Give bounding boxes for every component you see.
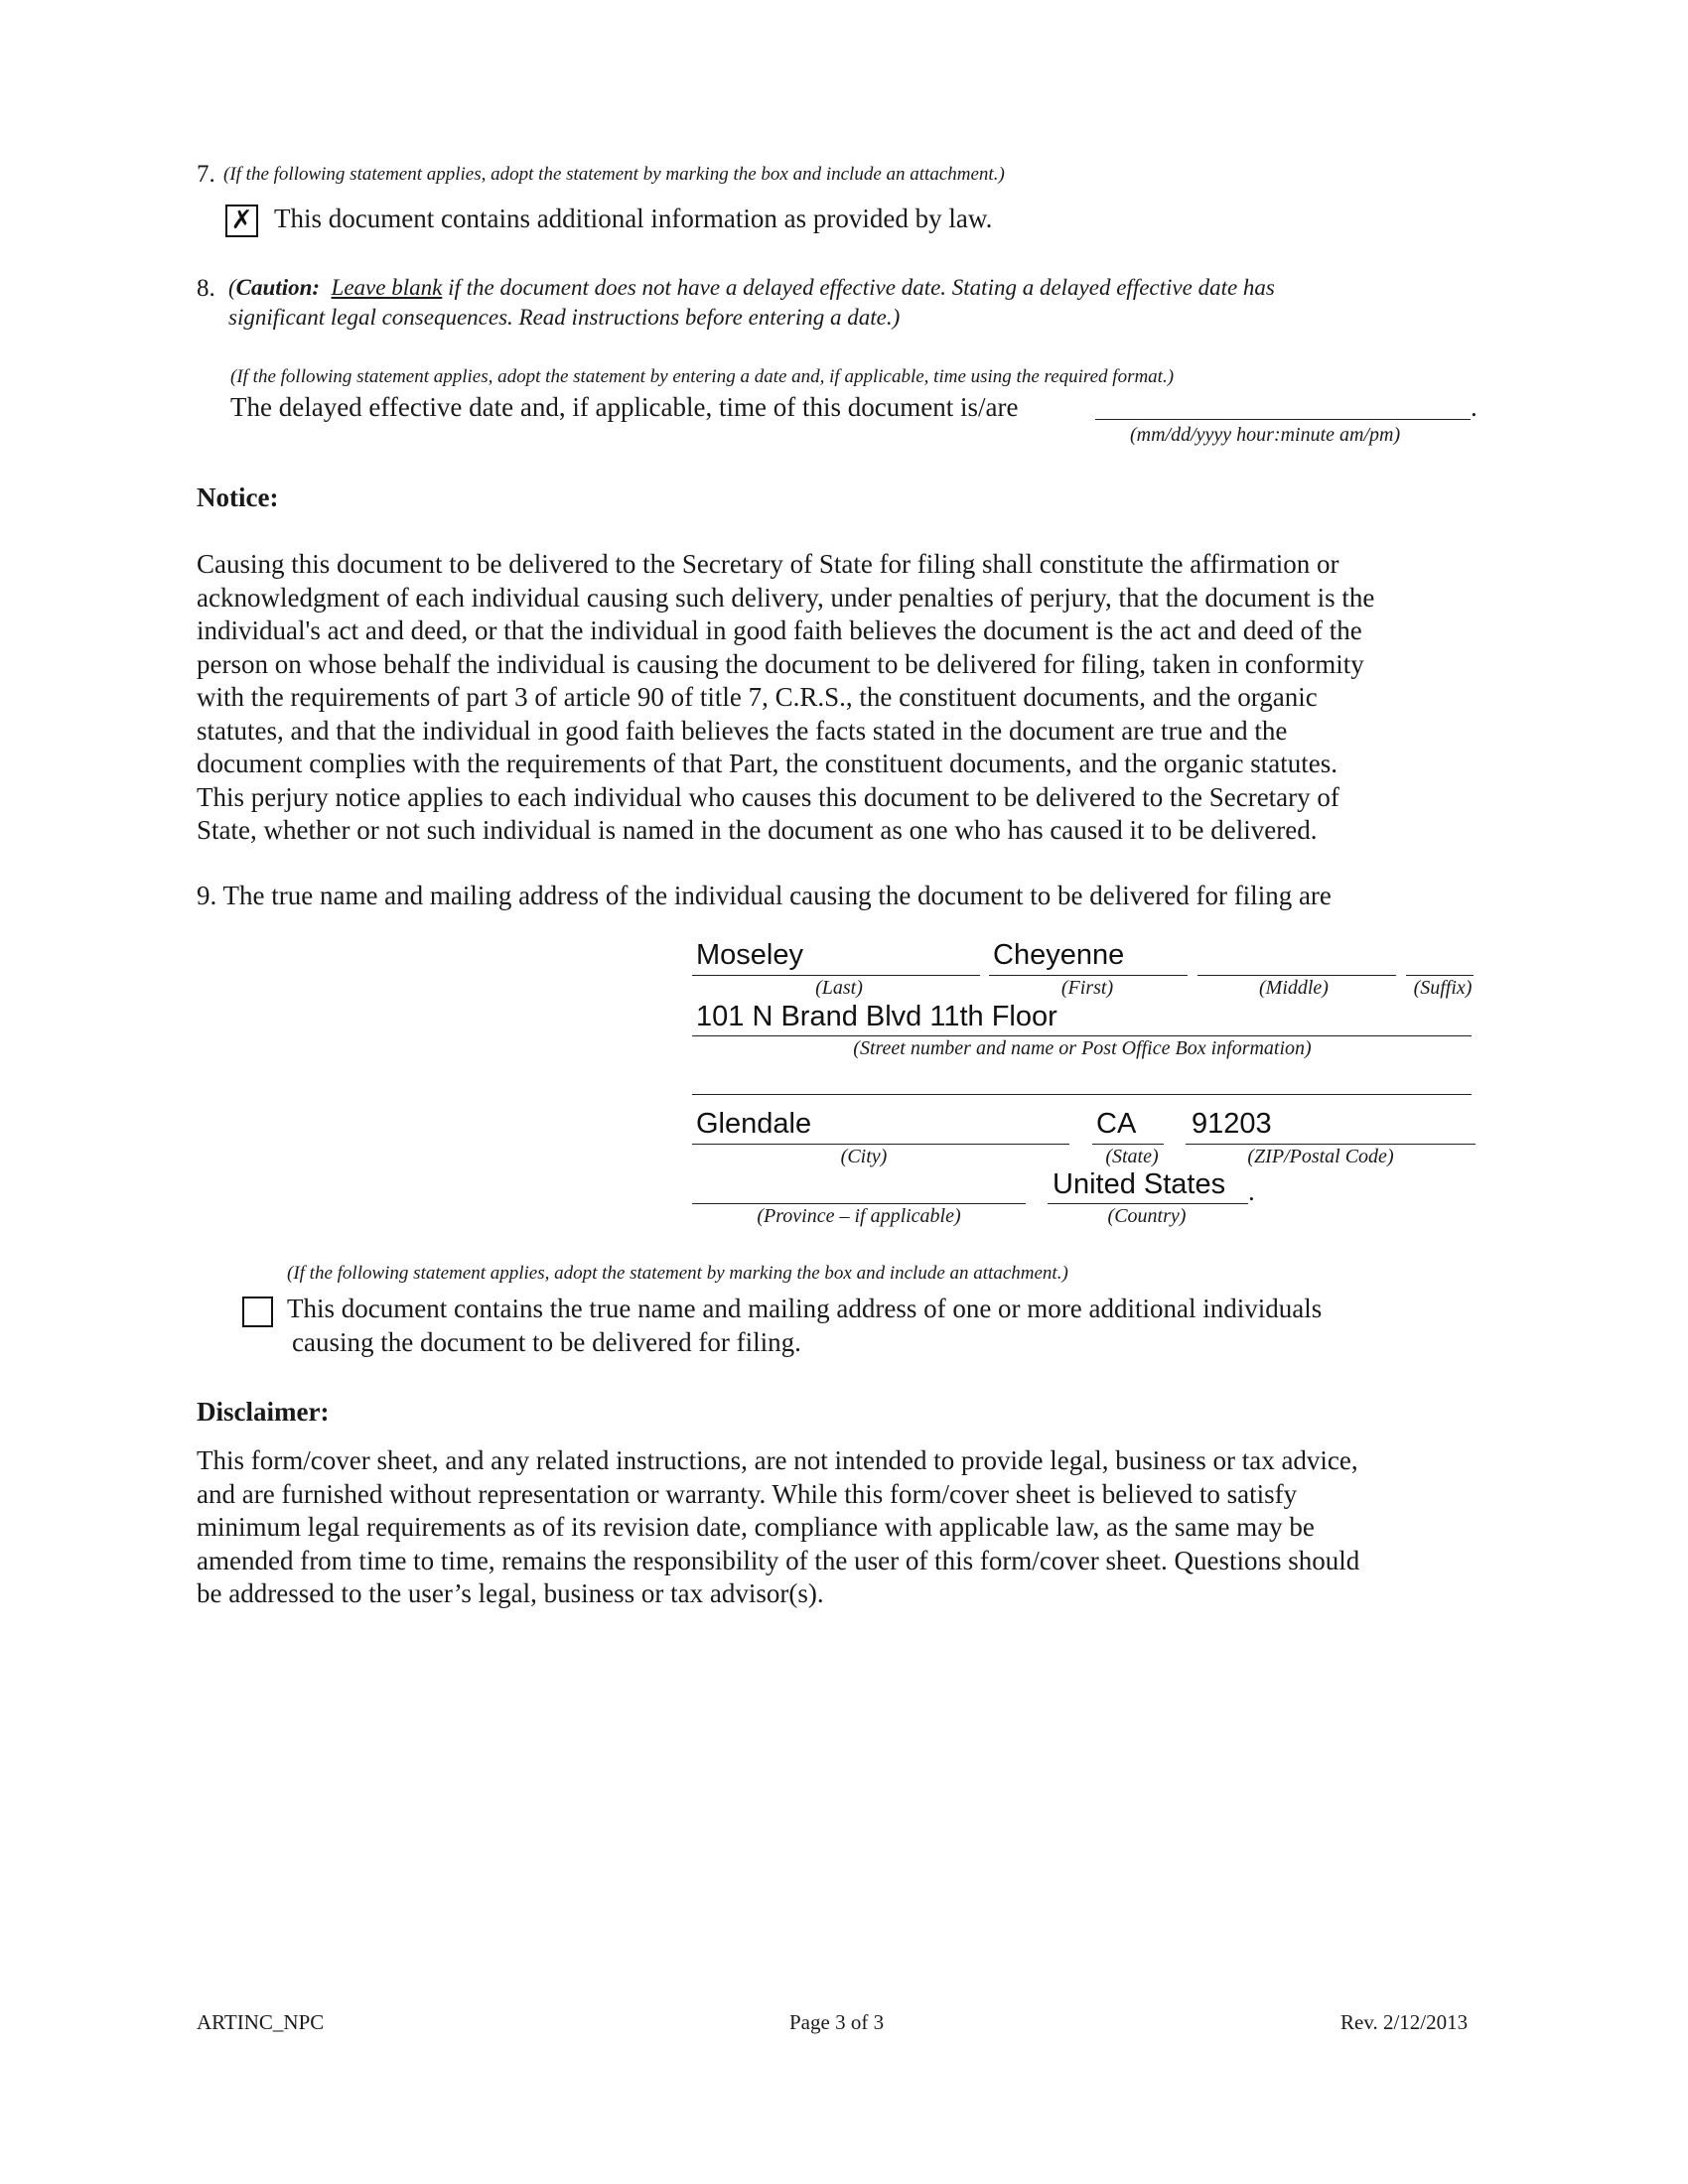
zip-value: 91203 (1192, 1108, 1272, 1140)
footer-page-number: Page 3 of 3 (789, 2010, 885, 2034)
middle-label: (Middle) (1259, 977, 1329, 999)
street-field[interactable] (692, 1035, 1472, 1036)
additional-line1: This document contains the true name and mailing address of one or more additional individuals (287, 1294, 1323, 1323)
state-field[interactable] (1092, 1144, 1164, 1145)
disclaimer-line: and are furnished without representation or warranty. While this form/cover sheet is believed to satisfy (197, 1478, 1298, 1509)
disclaimer-line: This form/cover sheet, and any related instructions, are not intended to provide legal, business or tax advice, (197, 1445, 1358, 1475)
notice-line: State, whether or not such individual is named in the document as one who has caused it to be delivered. (197, 815, 1318, 845)
disclaimer-heading: Disclaimer: (197, 1397, 330, 1427)
item-7-instruction: (If the following statement applies, adopt the statement by marking the box and include an attachment.) (223, 164, 1005, 185)
notice-heading: Notice: (197, 482, 279, 512)
disclaimer-line: be addressed to the user’s legal, business or tax advisor(s). (197, 1578, 824, 1608)
notice-line: with the requirements of part 3 of article 90 of title 7, C.R.S., the constituent documents, and the organic (197, 682, 1318, 712)
street-line2-field[interactable] (692, 1094, 1472, 1095)
country-field[interactable] (1048, 1203, 1248, 1204)
caution-label: Caution: (235, 275, 321, 300)
zip-field[interactable] (1186, 1144, 1476, 1145)
disclaimer-paragraph (197, 1444, 1487, 1611)
country-value: United States (1053, 1168, 1226, 1200)
additional-instruction: (If the following statement applies, adopt the statement by marking the box and include an attachment.) (287, 1263, 1068, 1284)
item-8-instruction: (If the following statement applies, adopt the statement by entering a date and, if applicable, time using the required format.) (230, 366, 1175, 387)
additional-individuals-checkbox[interactable] (242, 1297, 273, 1327)
caution-open-paren: ( (228, 275, 236, 300)
date-format-label: (mm/dd/yyyy hour:minute am/pm) (1130, 424, 1401, 446)
city-label: (City) (840, 1146, 888, 1167)
footer-form-id: ARTINC_NPC (197, 2010, 325, 2034)
delayed-date-field[interactable] (1095, 419, 1471, 420)
street-value: 101 N Brand Blvd 11th Floor (696, 1001, 1057, 1032)
notice-line: document complies with the requirements of that Part, the constituent documents, and the organic statutes. (197, 749, 1337, 778)
notice-line: Causing this document to be delivered to the Secretary of State for filing shall constitute the affirmation or (197, 549, 1339, 579)
x-mark-icon: ✗ (230, 205, 253, 235)
footer-revision: Rev. 2/12/2013 (1340, 2010, 1469, 2034)
zip-label: (ZIP/Postal Code) (1247, 1146, 1394, 1167)
item-8-period: . (1471, 392, 1477, 422)
country-period: . (1248, 1176, 1255, 1206)
state-label: (State) (1105, 1146, 1159, 1167)
last-label: (Last) (815, 977, 863, 999)
additional-line2: causing the document to be delivered for filing. (292, 1327, 801, 1357)
caution-rest-text: if the document does not have a delayed effective date. Stating a delayed effective date has (448, 275, 1275, 300)
notice-line: acknowledgment of each individual causing such delivery, under penalties of perjury, that the document is the (197, 582, 1375, 613)
last-name-value: Moseley (696, 939, 803, 971)
notice-line: statutes, and that the individual in good faith believes the facts stated in the document are true and the (197, 715, 1288, 746)
notice-line: individual's act and deed, or that the individual in good faith believes the document is the act and deed of the (197, 615, 1362, 645)
disclaimer-line: amended from time to time, remains the responsibility of the user of this form/cover sheet. Questions should (197, 1545, 1360, 1575)
disclaimer-line: minimum legal requirements as of its revision date, compliance with applicable law, as the same may be (197, 1512, 1315, 1542)
suffix-label: (Suffix) (1413, 977, 1473, 999)
item-8-number: 8. (197, 275, 215, 302)
leave-blank-text: Leave blank (331, 275, 443, 300)
city-field[interactable] (692, 1144, 1069, 1145)
state-value: CA (1096, 1108, 1137, 1140)
notice-line: person on whose behalf the individual is causing the document to be delivered for filing, taken in conformity (197, 648, 1364, 679)
notice-line: This perjury notice applies to each individual who causes this document to be delivered to the Secretary of (197, 781, 1339, 812)
item-7-number: 7. (197, 161, 215, 188)
first-name-value: Cheyenne (993, 939, 1125, 971)
notice-paragraph (197, 548, 1487, 848)
item-7-checkbox[interactable] (225, 205, 258, 237)
province-label: (Province – if applicable) (757, 1205, 961, 1227)
item-9-statement: 9. The true name and mailing address of the individual causing the document to be delivered for filing are (197, 881, 1332, 910)
last-name-field[interactable] (692, 975, 980, 976)
item-8-caution-line2: significant legal consequences. Read instructions before entering a date.) (228, 305, 901, 330)
item-8-caution-line1 (228, 275, 1275, 301)
item-7-statement: This document contains additional information as provided by law. (274, 204, 993, 233)
first-label: (First) (1060, 977, 1114, 999)
suffix-field[interactable] (1406, 975, 1474, 976)
street-label: (Street number and name or Post Office Box information) (853, 1037, 1312, 1059)
country-label: (Country) (1107, 1205, 1187, 1227)
middle-name-field[interactable] (1197, 975, 1396, 976)
item-8-statement: The delayed effective date and, if applicable, time of this document is/are (230, 392, 1019, 422)
first-name-field[interactable] (989, 975, 1188, 976)
city-value: Glendale (696, 1108, 812, 1140)
province-field[interactable] (692, 1203, 1026, 1204)
